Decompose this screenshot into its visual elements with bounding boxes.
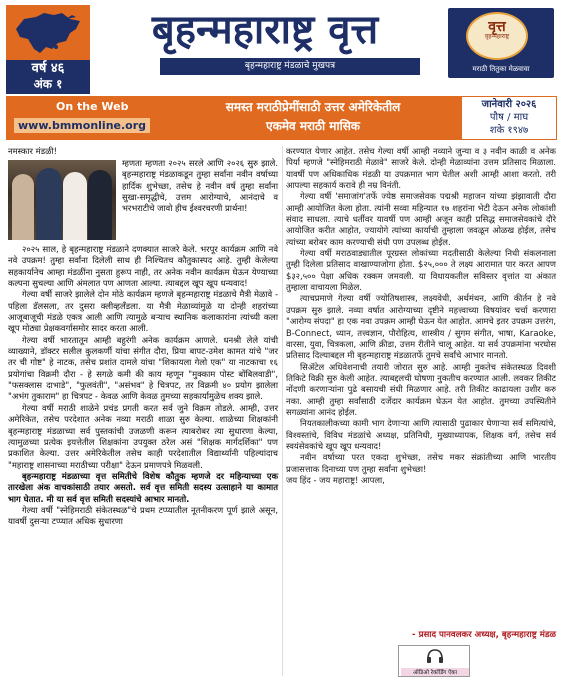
left-para-2: गेल्या वर्षी साजरे झालेले दोन मोठे कार्यक्रम म्हणजे बृहन्महाराष्ट्र मंडळाचे मैत्री मेळावे - पहिला डॅलसला, तर दुसरा क्लीव्हलॅंडला. या मैत्री मेळाव्यांमुळे या दोन्ही शहरांच्या आजूबाजूची मंडळे एकत्र आली आणि त्यामुळे बऱ्याच स्थानिक कलाकारांना त्यांच्यी कला खूप मोठ्या प्रेक्षकवर्गासमोर सादर करता आली. [8, 289, 278, 334]
right-para-2: गेल्या वर्षी 'समाजांग'तर्फे ज्येष्ठ समाजसेवक पद्मश्री महाजन यांच्या झंझावाती दौरा आम्ही आयोजित केला होता. त्यांनी सव्वा महिन्यात १७ शहरांना भेटी देऊन अनेक लोकांशी संवाद साधला. त्याचे धर्तीवर यावर्षी पण आम्ही अजून काही प्रसिद्ध समाजसेवकांचे दौरे आयोजित करीत आहोत, ज्यायोगे त्यांच्या कार्याची तुम्हाला जवळून ओळख होईल, तसेच त्यांच्या बरोबर काम करण्याची संधी पण उपलब्ध होईल. [286, 191, 556, 247]
issue-month: जानेवारी २०२६ [481, 99, 537, 110]
salutation: नमस्कार मंडळी! [8, 146, 57, 156]
masthead-title: बृहन्महाराष्ट्र वृत्त [151, 6, 379, 53]
left-para-last: गेल्या वर्षी "स्नेहिमराठी संकेतस्थळ"चे प्रथम टप्प्यातील नूतनीकरण पूर्ण झाले असून, यावर्षी दुसऱ्या टप्प्यात अधिक सुधारणा [8, 504, 278, 527]
left-column [8, 244, 278, 528]
website-link[interactable]: www.bmmonline.org [14, 118, 150, 133]
right-para-1: करण्यात येणार आहेत. तसेच गेल्या वर्षी आम्ही नव्याने जुन्या व ३ नवीन काळी व अनेक पिर्या म्हणजे "स्नेहिमराठी मेळावे" साजरे केले. दोन्ही मेळाव्यांना उत्तम प्रतिसाद मिळाला. यावर्षी पण अधिकाधिक मंडळी या उपक्रमात भाग घेतील अशी आम्ही आशा करतो. तरी आपल्या सहकार्य करावे ही नम्र विनंती. [286, 146, 556, 191]
right-para-5: सिॲटेल अधिवेशनाची तयारी जोरात सुरु आहे. आम्ही नुकतेच संकेतस्थळ दिवशी तिकिटे विक्री सुरु केली आहेत. त्याबद्दलची घोषणा नुकतीच करण्यात आली. लवकर तिकीट नोंदणी करणाऱ्यांना पुढे बसायची संधी मिळणार आहे. तरी तिकीट काढायला उशीर करु नका. आम्ही तुम्हा सर्वांसाठी दर्जेदार कार्यक्रम घेऊन येत आहोत. तुमच्या उपस्थितीने सगळ्यांना आनंद होईल. [286, 361, 556, 417]
logo-text: वृत्त [488, 19, 506, 35]
volume-label: वर्ष ४६ [31, 61, 65, 76]
left-para-4: गेल्या वर्षी मराठी शाळेने प्रचंड प्रगती करत सर्व जुने विक्रम तोडले. आम्ही, उत्तर अमेरिकेत, तसेच परदेशात अनेक नव्या मराठी शाळा सुरु केल्या. शाळेच्या शिक्षकांनी बृहन्महाराष्ट्र मंडळाच्या सर्व पुस्तकांची उजळणी करून त्याबरोबर त्या सुधारणा केल्या, त्यामुळच्या प्रत्येक इयत्तेतील शिक्षकांना उपयुक्त ठरेल असं "शिक्षक मार्गदर्शिका" पण प्रकाशित केल्या. उत्तर अमेरिकेतील तसेच काही परदेशातील विद्यार्थ्यांनी पहिल्यांदाच "महाराष्ट्र शासनाच्या मराठीच्या परीक्षा" देऊन प्रमाणपत्रे मिळवली. [8, 402, 278, 470]
on-the-web-label: On the Web [56, 100, 129, 113]
issue-marathi-month: पौष / माघ [489, 112, 529, 123]
band-title [168, 98, 458, 136]
closing-line: जय हिंद - जय महाराष्ट्र! आपला, [286, 474, 385, 485]
right-para-3: गेल्या वर्षी मराठवाड्यातील पूरग्रस्त लोकांच्या मदतीसाठी केलेल्या निधी संकलनाला तुम्ही दिलेला प्रतिसाद वाखाण्याजोगा होता. $२५,००० ते लक्ष्य आरामात पार करत आपण $३२,५०० पेक्षा अधिक रक्कम जमवली. या विधायकतील सविस्तर वृत्तांत या अंकात तुम्हाला वाचायला मिळेल. [286, 248, 556, 293]
intro-paragraph: म्हणता म्हणता २०२५ सरले आणि २०२६ सुरु झाले. बृहन्महाराष्ट्र मंडळाकडून तुम्हा सर्वांना नवीन वर्षाच्या हार्दिक शुभेच्छा, तसेच हे नवीन वर्ष तुम्हा सर्वांना सुखा-समृद्धीचे, उत्तम आरोग्याचे, आनंदाचे व भरभराटीचे जावो हीच ईश्वरचरणी प्रार्थना! [122, 158, 278, 214]
masthead-tagline: बृहन्महाराष्ट्र मंडळाचे मुखपत्र [160, 58, 420, 75]
audio-recording-button[interactable] [398, 645, 470, 677]
left-para-1: २०२५ साल, हे बृहन्महाराष्ट्र मंडळाने दणक्यात साजरे केले. भरपूर कार्यक्रम आणि नवे नवे उपक्रम! तुम्हा सर्वांना दिलेली साथ ही निश्चितच कौतुकास्पद आहे. तुम्ही केलेल्या सहकार्यानेच आम्हा मंडळींना नुसता हुरूप नाही, तर अनेक नवीन कार्यक्रम घेऊन येण्याच्या कल्पना सुचल्या आणि अंमलात पण आणता आल्या. त्याबद्दल खूप खूप धन्यवाद! [8, 244, 278, 289]
volume-issue-box [6, 60, 90, 94]
band-title-line1: समस्त मराठीप्रेमींसाठी उत्तर अमेरिकेतील [225, 100, 401, 114]
group-photo [8, 160, 116, 240]
left-para-bold: बृहन्महाराष्ट्र मंडळाच्या वृत्त समितीचे विशेष कौतुक म्हणजे दर महिन्याच्या एक तारखेला अंक वाचकांसाठी तयार असतो. सर्व वृत्त समिती सदस्य उत्साहाने या कामात भाग घेतात. मी या सर्व वृत्त समिती सदस्यांचे आभार मानतो. [8, 470, 278, 504]
headphones-icon [425, 648, 445, 664]
logo-small-text: वृहन्महाराष्ट्र [484, 33, 510, 40]
right-column [286, 146, 556, 486]
right-para-6: नियतकालीकच्या कामी भाग देणाऱ्या आणि त्यासाठी पुढाकार घेणाऱ्या सर्व समित्यांचे, विश्वस्तांचे, विविध मंडळांचे अध्यक्ष, प्रतिनिधी, मुख्याध्यापक, शिक्षक वर्ग, तसेच सर्व स्वयंसेवकांचे खूप खूप धन्यवाद! [286, 418, 556, 451]
left-para-3: गेल्या वर्षी भारतातून आम्ही बहुरंगी अनेक कार्यक्रम आणले. धनश्री लेले यांची व्याख्याने, डॉक्टर सलील कुलकर्णी यांचा संगीत दौरा, प्रिया बापट-उमेश कामत यांचे "जर तर ची गोष्ट" हे नाटक, तसेच प्रशांत दामले यांचा "शिकायला गेलो एक" या नाटकाचा १६ प्रयोगांचा विक्रमी दौरा - हे सगळे कमी की काय म्हणून "मुक्काम पोस्ट बोंबिलवाडी", "फसक्लास दाभाडे", "फुलवंती", "असंभव" हे चित्रपट, तर विक्रमी ४० प्रयोग झालेला "अभंग तुकाराम" हा चित्रपट - केवळ आणि केवळ तुमच्या सहकार्यामुळेच शक्य झाले. [8, 334, 278, 402]
signature: - प्रसाद पानवलकर अध्यक्ष, बृहन्महाराष्ट्र मंडळ [412, 630, 556, 640]
column-divider [282, 146, 283, 676]
vrutta-logo-emblem [466, 12, 528, 60]
right-para-7: नवीन वर्षाच्या परत एकदा शुभेच्छा, तसेच मकर संक्रांतीच्या आणि भारतीय प्रजासत्ताक दिनाच्या पण तुम्हा सर्वांना शुभेच्छा! [286, 452, 556, 474]
map-silhouette-icon [10, 9, 86, 61]
website-box [6, 96, 168, 140]
issue-label: अंक १ [33, 77, 63, 91]
right-para-4: त्याचप्रमाणे गेल्या वर्षी ज्योतिषशास्त्र, लक्ष्यवेधी, अर्थमंथन, आणि कीर्तन हे नवे उपक्रम सुरु झाले. नव्या वर्षात आरोग्याच्या दृष्टीने महत्त्वाच्या विषयांवर चर्चा करणारा "आरोग्य संपदा" हा एक नवा उपक्रम आम्ही घेऊन येत आहोत. आमचे इतर उपक्रम उत्तरंग, B-Connect, ध्यान, तत्त्वज्ञान, पौरोहित्य, शास्त्रीय / सुगम संगीत, भाषा, Karaoke, वारसा, युवा, चित्रकला, आणि क्रीडा, उत्तम रीतीने चालू आहेत. या सर्व उपक्रमांना भरघोस प्रतिसाद दिल्याबद्दल मी बृहन्महाराष्ट्र मंडळातर्फे तुमचे सर्वांचे आभार मानतो. [286, 293, 556, 361]
issue-date-box [462, 97, 556, 139]
band-title-line2: एकमेव मराठी मासिक [265, 119, 361, 133]
issue-shaka: शके १९४७ [489, 125, 529, 136]
logo-motto: मराठी तितुका मेळवावा [472, 65, 530, 73]
audio-recording-label: ऑडिओ रेकॉर्डिंग ऐका [401, 668, 469, 676]
